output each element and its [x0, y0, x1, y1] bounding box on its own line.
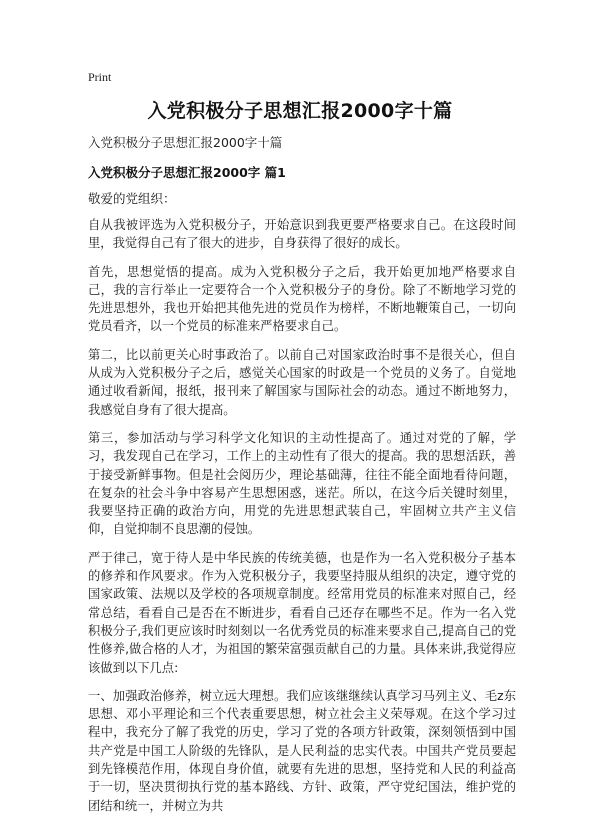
print-label: Print: [88, 70, 112, 84]
salutation: 敬爱的党组织：: [88, 191, 176, 206]
document-title: 入党积极分子思想汇报2000字十篇: [147, 100, 453, 122]
paragraph: 首先，思想觉悟的提高。成为入党积极分子之后，我开始更加地严格要求自己，我的言行举止一定要符合一个入党积极分子的身份。除了不断地学习党的先进思想外，我也开始把其他先进的党员作为榜样，不断地鞭策自己，一切向党员看齐，以一个党员的标准来严格要求自己。: [88, 264, 516, 334]
section-heading: 入党积极分子思想汇报2000字 篇1: [88, 165, 286, 180]
paragraph: 第三，参加活动与学习科学文化知识的主动性提高了。通过对党的了解，学习，我发现自己在学习，工作上的主动性有了很大的提高。我的思想活跃，善于接受新鲜事物。但是社会阅历少，理论基础薄，往往不能全面地看待问题，在复杂的社会斗争中容易产生思想困惑，迷茫。所以，在这今后关键时刻里，我要坚持正确的政治方向，用党的先进思想武装自己，牢固树立共产主义信仰，自觉抑制不良思潮的侵蚀。: [88, 430, 516, 537]
paragraph: 一、加强政治修养，树立远大理想。我们应该继继续认真学习马列主义、毛z东思想、邓小平理论和三个代表重要思想，树立社会主义荣辱观。在这个学习过程中，我充分了解了我党的历史，学习了党的各项方针政策，深刻领悟到中国共产党是中国工人阶级的先锋队，是人民利益的忠实代表。中国共产党员要起到先锋模范作用，体现自身价值，就要有先进的思想，坚持党和人民的利益高于一切，坚决贯彻执行党的基本路线、方针、政策，严守党纪国法，维护党的团结和统一，并树立为共: [88, 688, 516, 813]
document-body: [88, 189, 516, 825]
paragraph: 第二，比以前更关心时事政治了。以前自己对国家政治时事不是很关心，但自从成为入党积极分子之后，感觉关心国家的时政是一个党员的义务了。自觉地通过收看新闻，报纸，报刊来了解国家与国际社会的动态。通过不断地努力，我感觉自身有了很大提高。: [88, 347, 516, 417]
paragraph: 自从我被评选为入党积极分子，开始意识到我更要严格要求自己。在这段时间里，我觉得自己有了很大的进步，自身获得了很好的成长。: [88, 218, 516, 251]
paragraph: 严于律己，宽于待人是中华民族的传统美德，也是作为一名入党积极分子基本的修养和作风要求。作为入党积极分子，我要坚持服从组织的决定，遵守党的国家政策、法规以及学校的各项规章制度。经常用党员的标准来对照自己，经常总结，看看自己是否在不断进步，看看自己还存在哪些不足。作为一名入党积极分子,我们更应该时时刻刻以一名优秀党员的标准来要求自己,提高自己的党性修养,做合格的人才，为祖国的繁荣富强贡献自己的力量。具体来讲,我觉得应该做到以下几点:: [88, 550, 516, 675]
document-subtitle: 入党积极分子思想汇报2000字十篇: [88, 135, 283, 150]
